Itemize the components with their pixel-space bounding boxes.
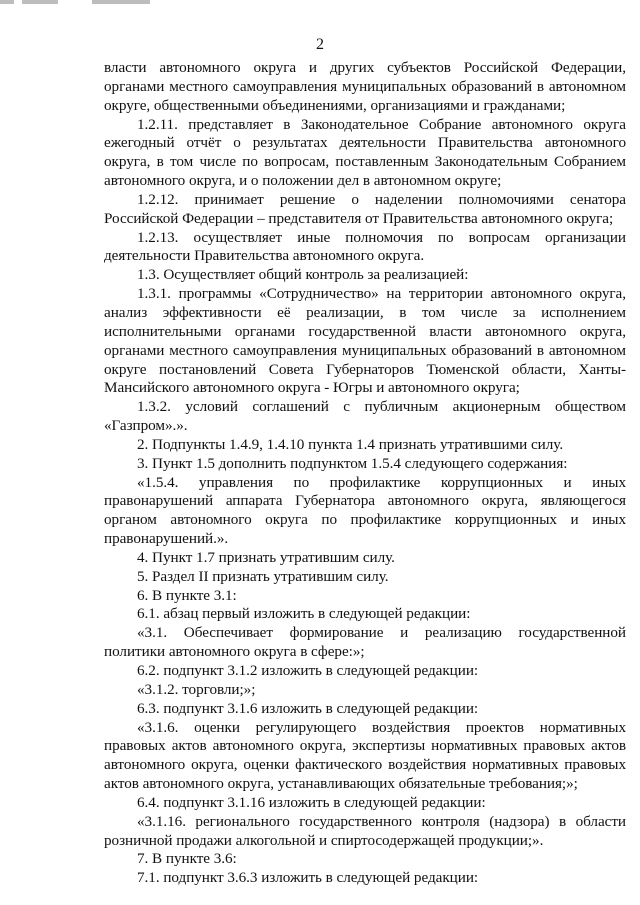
paragraph-item-6: 6. В пункте 3.1: — [137, 586, 237, 604]
paragraph-continuation: власти автономного округа и других субъектов Российской Федерации, органами местного самоуправления муниципальных образований в автономном округе, общественными объединениями, организациями и гражданами; — [104, 59, 626, 114]
paragraph-3-1-quote: «3.1. Обеспечивает формирование и реализацию государственной политики автономного округа в сфере:»; — [104, 624, 626, 661]
paragraph-1-2-13: 1.2.13. осуществляет иные полномочия по вопросам организации деятельности Правительства автономного округа. — [104, 228, 626, 265]
paragraph-6-2: 6.2. подпункт 3.1.2 изложить в следующей редакции: — [137, 662, 479, 679]
paragraph-1-3-1: 1.3.1. программы «Сотрудничество» на территории автономного округа, анализ эффективности её реализации, в том числе за исполнением исполнительными органами государственной власти автономного округа, органами местного самоуправления муниципальных образований в автономном округе постановлений Совета Губернаторов Тюменской области, Ханты-Мансийского автономного округа - Югры и автономного округа; — [104, 285, 626, 397]
page-number: 2 — [316, 36, 324, 53]
paragraph-1-2-11: 1.2.11. представляет в Законодательное Собрание автономного округа ежегодный отчёт о результатах деятельности Правительства автономного округа, в том числе по вопросам, поставленным Законодательным Собранием автономного округа, и о положении дел в автономном округе; — [104, 115, 626, 190]
paragraph-item-7: 7. В пункте 3.6: — [137, 850, 237, 868]
paragraph-3-1-16-quote: «3.1.16. регионального государственного контроля (надзора) в области розничной продажи алкогольной и спиртосодержащей продукции;». — [104, 812, 626, 849]
paragraph-item-2: 2. Подпункты 1.4.9, 1.4.10 пункта 1.4 признать утратившими силу. — [137, 435, 564, 453]
document-body — [104, 59, 626, 888]
paragraph-1-3-2: 1.3.2. условий соглашений с публичным акционерным обществом «Газпром».». — [104, 398, 626, 435]
scan-top-edge — [0, 0, 640, 6]
paragraph-1-2-12: 1.2.12. принимает решение о наделении полномочиями сенатора Российской Федерации – представителя от Правительства автономного округа; — [104, 190, 626, 227]
paragraph-3-1-2-quote: «3.1.2. торговли;»; — [137, 680, 256, 698]
paragraph-3-1-6-quote: «3.1.6. оценки регулирующего воздействия проектов нормативных правовых актов автономного округа, экспертизы нормативных правовых актов автономного округа, оценки фактического воздействия нормативных правовых актов автономного округа, устанавливающих обязательные требования;»; — [104, 718, 626, 793]
paragraph-6-3: 6.3. подпункт 3.1.6 изложить в следующей редакции: — [137, 699, 479, 717]
paragraph-7-1: 7.1. подпункт 3.6.3 изложить в следующей редакции: — [137, 869, 479, 887]
paragraph-1-5-4: «1.5.4. управления по профилактике коррупционных и иных правонарушений аппарата Губернатора автономного округа, являющегося органом автономного округа по профилактике коррупционных и иных правонарушений.». — [104, 473, 626, 548]
paragraph-item-4: 4. Пункт 1.7 признать утратившим силу. — [137, 548, 395, 566]
paragraph-6-4: 6.4. подпункт 3.1.16 изложить в следующей редакции: — [137, 793, 486, 811]
paragraph-6-1: 6.1. абзац первый изложить в следующей редакции: — [137, 605, 471, 623]
paragraph-1-3: 1.3. Осуществляет общий контроль за реализацией: — [137, 266, 469, 284]
paragraph-item-3: 3. Пункт 1.5 дополнить подпунктом 1.5.4 следующего содержания: — [137, 454, 568, 472]
paragraph-item-5: 5. Раздел II признать утратившим силу. — [137, 567, 389, 585]
